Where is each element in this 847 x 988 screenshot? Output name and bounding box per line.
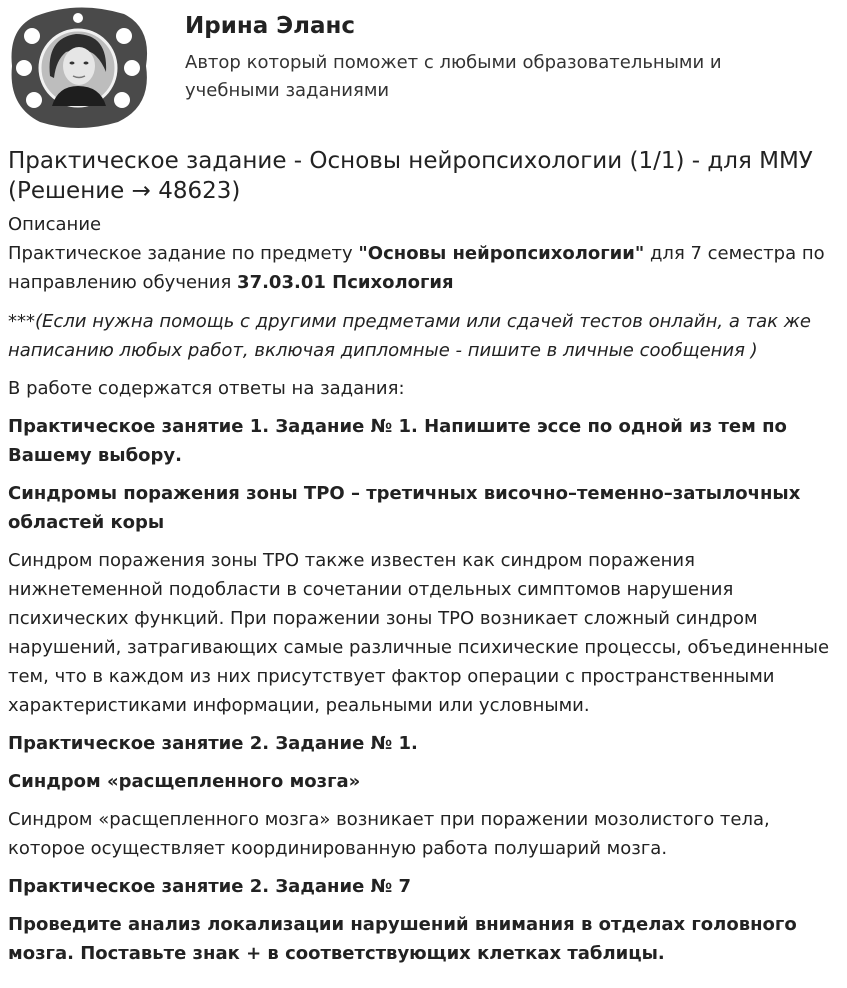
task3-heading: Практическое занятие 2. Задание № 7	[8, 876, 411, 897]
page-title: Практическое задание - Основы нейропсихологии (1/1) - для ММУ (Решение → 48623)	[8, 148, 813, 204]
task1-text: Синдром поражения зоны ТРО также известен как синдром поражения нижнетеменной подобласти в сочетании отдельных симптомов нарушения психических функций. При поражении зоны ТРО возникает сложный синдром нарушений, затрагивающих самые различные психические процессы, объединенные тем, что в каждом из них присутствует фактор операции с пространственными характеристиками информации, реальными или условными.	[8, 550, 830, 716]
intro-subject: "Основы нейропсихологии"	[358, 243, 645, 264]
task2-topic: Синдром «расщепленного мозга»	[8, 771, 361, 792]
task2-heading: Практическое занятие 2. Задание № 1.	[8, 733, 418, 754]
intro-paragraph	[8, 239, 840, 297]
author-description: Автор который поможет с любыми образовательными и учебными заданиями	[185, 52, 722, 101]
task2-text: Синдром «расщепленного мозга» возникает при поражении мозолистого тела, которое осуществляет координированную работа полушарий мозга.	[8, 809, 770, 859]
description-block	[8, 210, 840, 297]
intro-part2: для 7 семестра по направлению обучения	[8, 243, 825, 293]
task1-heading: Практическое занятие 1. Задание № 1. Напишите эссе по одной из тем по Вашему выбору.	[8, 416, 787, 466]
author-avatar[interactable]	[6, 6, 150, 128]
intro-direction: 37.03.01 Психология	[237, 272, 454, 293]
main-content	[8, 146, 840, 977]
description-heading: Описание	[8, 214, 102, 235]
intro-part1: Практическое задание по предмету	[8, 243, 359, 264]
task3-topic: Проведите анализ локализации нарушений внимания в отделах головного мозга. Поставьте знак + в соответствующих клетках таблицы.	[8, 914, 797, 964]
contains-text: В работе содержатся ответы на задания:	[8, 378, 405, 399]
author-name[interactable]: Ирина Эланс	[185, 13, 356, 39]
task1-topic: Синдромы поражения зоны ТРО – третичных височно–теменно–затылочных областей коры	[8, 483, 801, 533]
author-header	[0, 0, 847, 140]
contact-note: ***(Если нужна помощь с другими предметами или сдачей тестов онлайн, а так же написанию любых работ, включая дипломные - пишите в личные сообщения )	[8, 311, 811, 361]
